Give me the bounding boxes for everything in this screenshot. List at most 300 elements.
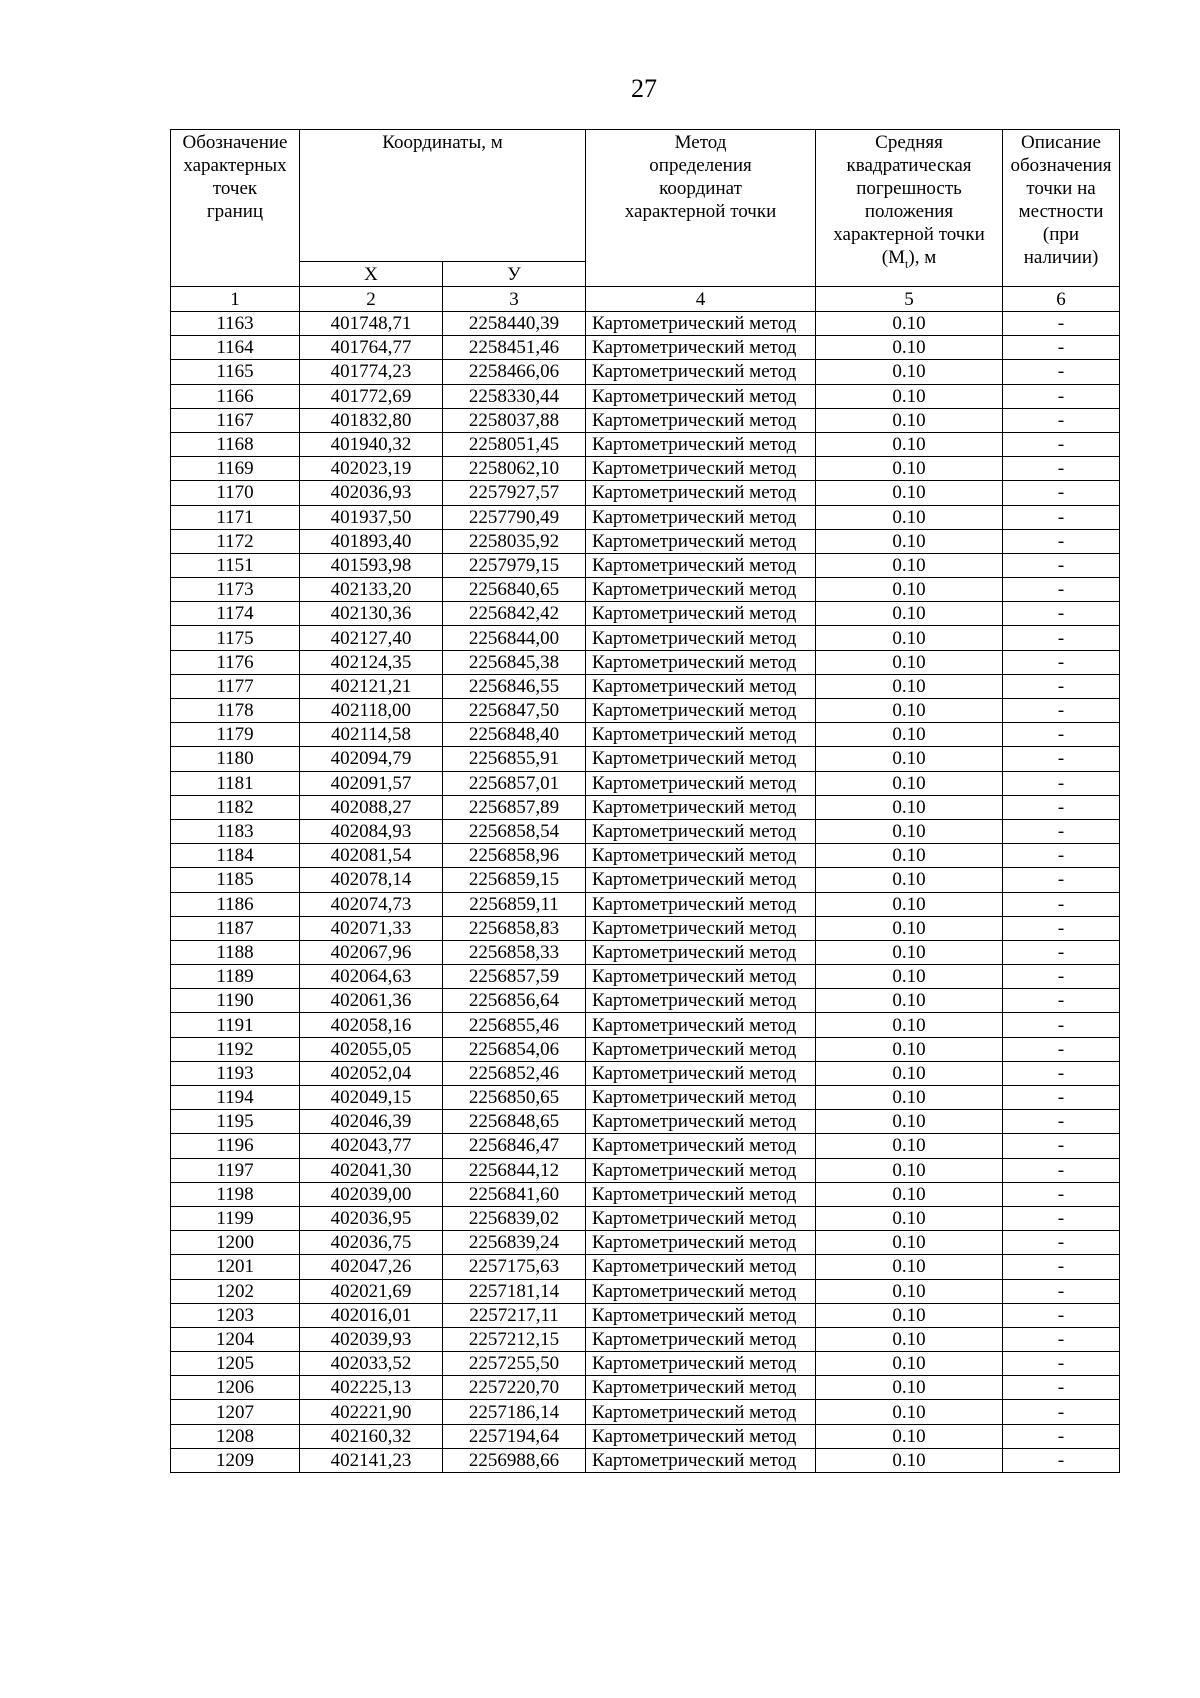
cell-error: 0.10 (816, 626, 1003, 650)
cell-x: 402049,15 (300, 1086, 443, 1110)
cell-error: 0.10 (816, 457, 1003, 481)
cell-point-id: 1168 (171, 432, 300, 456)
cell-method: Картометрический метод (586, 505, 816, 529)
cell-point-id: 1196 (171, 1134, 300, 1158)
cell-point-id: 1193 (171, 1061, 300, 1085)
table-row (171, 1206, 1120, 1230)
cell-error: 0.10 (816, 1400, 1003, 1424)
header-y: У (443, 262, 586, 287)
cell-description: - (1003, 1255, 1120, 1279)
cell-description: - (1003, 965, 1120, 989)
cell-y: 2256854,06 (443, 1037, 586, 1061)
table-row (171, 408, 1120, 432)
table-row (171, 336, 1120, 360)
cell-point-id: 1203 (171, 1303, 300, 1327)
header-point-designation: Обозначение характерных точек границ (171, 130, 300, 287)
cell-point-id: 1184 (171, 844, 300, 868)
cell-point-id: 1208 (171, 1424, 300, 1448)
table-row (171, 1158, 1120, 1182)
cell-y: 2256848,65 (443, 1110, 586, 1134)
column-number: 4 (586, 287, 816, 312)
cell-point-id: 1167 (171, 408, 300, 432)
cell-point-id: 1183 (171, 819, 300, 843)
cell-error: 0.10 (816, 795, 1003, 819)
cell-y: 2256988,66 (443, 1448, 586, 1472)
cell-x: 402124,35 (300, 650, 443, 674)
cell-description: - (1003, 529, 1120, 553)
column-number: 6 (1003, 287, 1120, 312)
cell-method: Картометрический метод (586, 1255, 816, 1279)
table-row (171, 674, 1120, 698)
cell-description: - (1003, 360, 1120, 384)
cell-error: 0.10 (816, 1303, 1003, 1327)
cell-method: Картометрический метод (586, 916, 816, 940)
cell-y: 2256839,24 (443, 1231, 586, 1255)
cell-x: 402055,05 (300, 1037, 443, 1061)
cell-point-id: 1202 (171, 1279, 300, 1303)
cell-description: - (1003, 1400, 1120, 1424)
cell-error: 0.10 (816, 1352, 1003, 1376)
cell-method: Картометрический метод (586, 771, 816, 795)
cell-y: 2257181,14 (443, 1279, 586, 1303)
table-row (171, 892, 1120, 916)
table-row (171, 1110, 1120, 1134)
cell-point-id: 1191 (171, 1013, 300, 1037)
cell-point-id: 1205 (171, 1352, 300, 1376)
cell-method: Картометрический метод (586, 868, 816, 892)
cell-description: - (1003, 747, 1120, 771)
cell-x: 401940,32 (300, 432, 443, 456)
cell-method: Картометрический метод (586, 481, 816, 505)
cell-description: - (1003, 1061, 1120, 1085)
cell-error: 0.10 (816, 312, 1003, 336)
cell-y: 2256855,91 (443, 747, 586, 771)
cell-y: 2256855,46 (443, 1013, 586, 1037)
column-number: 5 (816, 287, 1003, 312)
cell-method: Картометрический метод (586, 578, 816, 602)
cell-method: Картометрический метод (586, 650, 816, 674)
cell-description: - (1003, 916, 1120, 940)
cell-error: 0.10 (816, 989, 1003, 1013)
cell-description: - (1003, 674, 1120, 698)
cell-point-id: 1164 (171, 336, 300, 360)
cell-x: 401774,23 (300, 360, 443, 384)
cell-description: - (1003, 1231, 1120, 1255)
cell-method: Картометрический метод (586, 699, 816, 723)
cell-y: 2256845,38 (443, 650, 586, 674)
cell-x: 402021,69 (300, 1279, 443, 1303)
table-row (171, 602, 1120, 626)
cell-error: 0.10 (816, 1279, 1003, 1303)
table-row (171, 1376, 1120, 1400)
cell-y: 2256848,40 (443, 723, 586, 747)
table-row (171, 650, 1120, 674)
cell-description: - (1003, 626, 1120, 650)
cell-x: 402016,01 (300, 1303, 443, 1327)
cell-point-id: 1178 (171, 699, 300, 723)
cell-y: 2257220,70 (443, 1376, 586, 1400)
cell-method: Картометрический метод (586, 1352, 816, 1376)
cell-point-id: 1204 (171, 1327, 300, 1351)
cell-point-id: 1209 (171, 1448, 300, 1472)
cell-description: - (1003, 1110, 1120, 1134)
cell-error: 0.10 (816, 771, 1003, 795)
cell-error: 0.10 (816, 529, 1003, 553)
cell-y: 2256858,54 (443, 819, 586, 843)
table-row (171, 1134, 1120, 1158)
cell-y: 2256858,33 (443, 940, 586, 964)
cell-y: 2256847,50 (443, 699, 586, 723)
cell-description: - (1003, 650, 1120, 674)
table-row (171, 529, 1120, 553)
cell-method: Картометрический метод (586, 1376, 816, 1400)
cell-description: - (1003, 602, 1120, 626)
table-row (171, 1182, 1120, 1206)
cell-error: 0.10 (816, 553, 1003, 577)
table-row (171, 723, 1120, 747)
cell-method: Картометрический метод (586, 892, 816, 916)
cell-error: 0.10 (816, 1110, 1003, 1134)
cell-y: 2256840,65 (443, 578, 586, 602)
cell-method: Картометрический метод (586, 989, 816, 1013)
cell-x: 402121,21 (300, 674, 443, 698)
cell-x: 402039,93 (300, 1327, 443, 1351)
cell-point-id: 1172 (171, 529, 300, 553)
cell-point-id: 1180 (171, 747, 300, 771)
cell-point-id: 1175 (171, 626, 300, 650)
cell-y: 2256858,96 (443, 844, 586, 868)
cell-method: Картометрический метод (586, 940, 816, 964)
cell-method: Картометрический метод (586, 1448, 816, 1472)
cell-description: - (1003, 868, 1120, 892)
table-row (171, 795, 1120, 819)
cell-y: 2256846,55 (443, 674, 586, 698)
cell-method: Картометрический метод (586, 1182, 816, 1206)
cell-x: 402067,96 (300, 940, 443, 964)
cell-y: 2256846,47 (443, 1134, 586, 1158)
cell-y: 2256841,60 (443, 1182, 586, 1206)
cell-x: 401764,77 (300, 336, 443, 360)
cell-method: Картометрический метод (586, 1110, 816, 1134)
cell-error: 0.10 (816, 1182, 1003, 1206)
cell-method: Картометрический метод (586, 432, 816, 456)
table-row (171, 1424, 1120, 1448)
cell-point-id: 1188 (171, 940, 300, 964)
cell-x: 401937,50 (300, 505, 443, 529)
cell-description: - (1003, 1013, 1120, 1037)
cell-point-id: 1206 (171, 1376, 300, 1400)
cell-x: 401748,71 (300, 312, 443, 336)
table-row (171, 432, 1120, 456)
cell-description: - (1003, 940, 1120, 964)
cell-y: 2256857,59 (443, 965, 586, 989)
cell-x: 402160,32 (300, 1424, 443, 1448)
cell-point-id: 1195 (171, 1110, 300, 1134)
table-row (171, 1231, 1120, 1255)
cell-error: 0.10 (816, 916, 1003, 940)
table-row (171, 771, 1120, 795)
cell-y: 2257255,50 (443, 1352, 586, 1376)
cell-error: 0.10 (816, 1255, 1003, 1279)
cell-error: 0.10 (816, 844, 1003, 868)
cell-point-id: 1176 (171, 650, 300, 674)
cell-x: 402091,57 (300, 771, 443, 795)
cell-x: 402081,54 (300, 844, 443, 868)
table-row (171, 360, 1120, 384)
cell-method: Картометрический метод (586, 747, 816, 771)
table-row (171, 1400, 1120, 1424)
table-row (171, 940, 1120, 964)
cell-x: 402114,58 (300, 723, 443, 747)
cell-point-id: 1187 (171, 916, 300, 940)
cell-y: 2256856,64 (443, 989, 586, 1013)
cell-x: 402225,13 (300, 1376, 443, 1400)
cell-x: 401772,69 (300, 384, 443, 408)
cell-y: 2256859,15 (443, 868, 586, 892)
cell-description: - (1003, 505, 1120, 529)
cell-error: 0.10 (816, 602, 1003, 626)
cell-x: 402221,90 (300, 1400, 443, 1424)
cell-y: 2256850,65 (443, 1086, 586, 1110)
column-number: 1 (171, 287, 300, 312)
cell-error: 0.10 (816, 360, 1003, 384)
table-row (171, 1303, 1120, 1327)
cell-error: 0.10 (816, 505, 1003, 529)
cell-method: Картометрический метод (586, 1279, 816, 1303)
cell-description: - (1003, 312, 1120, 336)
cell-description: - (1003, 408, 1120, 432)
cell-method: Картометрический метод (586, 626, 816, 650)
cell-method: Картометрический метод (586, 1086, 816, 1110)
cell-y: 2256857,89 (443, 795, 586, 819)
table-row (171, 457, 1120, 481)
cell-description: - (1003, 1303, 1120, 1327)
table-row (171, 1086, 1120, 1110)
cell-method: Картометрический метод (586, 1424, 816, 1448)
cell-x: 401593,98 (300, 553, 443, 577)
table-row (171, 481, 1120, 505)
header-description: Описание обозначения точки на местности (при наличии) (1003, 130, 1120, 287)
cell-y: 2256839,02 (443, 1206, 586, 1230)
cell-y: 2256842,42 (443, 602, 586, 626)
cell-error: 0.10 (816, 940, 1003, 964)
column-number: 3 (443, 287, 586, 312)
table-row (171, 844, 1120, 868)
cell-method: Картометрический метод (586, 674, 816, 698)
cell-description: - (1003, 844, 1120, 868)
boundary-points-table (170, 129, 1120, 1473)
cell-point-id: 1170 (171, 481, 300, 505)
cell-description: - (1003, 1448, 1120, 1472)
cell-error: 0.10 (816, 1327, 1003, 1351)
header-coordinates: Координаты, м (300, 130, 586, 262)
table-row (171, 1352, 1120, 1376)
column-number: 2 (300, 287, 443, 312)
cell-y: 2256852,46 (443, 1061, 586, 1085)
cell-x: 402130,36 (300, 602, 443, 626)
cell-y: 2258062,10 (443, 457, 586, 481)
cell-description: - (1003, 1376, 1120, 1400)
cell-description: - (1003, 457, 1120, 481)
cell-method: Картометрический метод (586, 529, 816, 553)
cell-point-id: 1194 (171, 1086, 300, 1110)
cell-y: 2258051,45 (443, 432, 586, 456)
cell-error: 0.10 (816, 747, 1003, 771)
cell-point-id: 1169 (171, 457, 300, 481)
cell-error: 0.10 (816, 578, 1003, 602)
table-row (171, 1279, 1120, 1303)
page-number: 27 (631, 74, 657, 103)
table-row (171, 819, 1120, 843)
cell-error: 0.10 (816, 1448, 1003, 1472)
cell-x: 402061,36 (300, 989, 443, 1013)
table-row (171, 1061, 1120, 1085)
cell-description: - (1003, 1279, 1120, 1303)
cell-description: - (1003, 1037, 1120, 1061)
cell-error: 0.10 (816, 408, 1003, 432)
cell-y: 2258451,46 (443, 336, 586, 360)
table-row (171, 1327, 1120, 1351)
cell-y: 2258330,44 (443, 384, 586, 408)
cell-error: 0.10 (816, 1037, 1003, 1061)
cell-description: - (1003, 1424, 1120, 1448)
cell-x: 402043,77 (300, 1134, 443, 1158)
cell-point-id: 1171 (171, 505, 300, 529)
cell-method: Картометрический метод (586, 457, 816, 481)
cell-method: Картометрический метод (586, 1400, 816, 1424)
cell-point-id: 1181 (171, 771, 300, 795)
cell-point-id: 1192 (171, 1037, 300, 1061)
cell-x: 402046,39 (300, 1110, 443, 1134)
cell-point-id: 1182 (171, 795, 300, 819)
cell-x: 402094,79 (300, 747, 443, 771)
cell-method: Картометрический метод (586, 723, 816, 747)
cell-error: 0.10 (816, 1086, 1003, 1110)
table-row (171, 578, 1120, 602)
column-numbers-row (171, 287, 1120, 312)
cell-description: - (1003, 1182, 1120, 1206)
cell-method: Картометрический метод (586, 795, 816, 819)
cell-error: 0.10 (816, 965, 1003, 989)
cell-error: 0.10 (816, 384, 1003, 408)
table-row (171, 699, 1120, 723)
cell-y: 2257175,63 (443, 1255, 586, 1279)
cell-x: 402036,95 (300, 1206, 443, 1230)
cell-description: - (1003, 1134, 1120, 1158)
cell-method: Картометрический метод (586, 1134, 816, 1158)
cell-y: 2256858,83 (443, 916, 586, 940)
cell-y: 2258035,92 (443, 529, 586, 553)
cell-description: - (1003, 795, 1120, 819)
cell-description: - (1003, 553, 1120, 577)
table-row (171, 384, 1120, 408)
table-row (171, 747, 1120, 771)
cell-description: - (1003, 481, 1120, 505)
cell-error: 0.10 (816, 1376, 1003, 1400)
cell-method: Картометрический метод (586, 1231, 816, 1255)
cell-point-id: 1189 (171, 965, 300, 989)
cell-point-id: 1173 (171, 578, 300, 602)
cell-x: 401832,80 (300, 408, 443, 432)
cell-x: 402023,19 (300, 457, 443, 481)
cell-description: - (1003, 1352, 1120, 1376)
cell-method: Картометрический метод (586, 602, 816, 626)
cell-y: 2257194,64 (443, 1424, 586, 1448)
cell-x: 402133,20 (300, 578, 443, 602)
cell-error: 0.10 (816, 892, 1003, 916)
table-row (171, 505, 1120, 529)
cell-error: 0.10 (816, 336, 1003, 360)
cell-point-id: 1163 (171, 312, 300, 336)
cell-description: - (1003, 989, 1120, 1013)
cell-method: Картометрический метод (586, 844, 816, 868)
cell-point-id: 1197 (171, 1158, 300, 1182)
table-row (171, 1013, 1120, 1037)
cell-error: 0.10 (816, 1013, 1003, 1037)
cell-method: Картометрический метод (586, 336, 816, 360)
cell-method: Картометрический метод (586, 1013, 816, 1037)
table-row (171, 626, 1120, 650)
cell-x: 402058,16 (300, 1013, 443, 1037)
cell-description: - (1003, 771, 1120, 795)
cell-method: Картометрический метод (586, 819, 816, 843)
cell-y: 2256859,11 (443, 892, 586, 916)
cell-description: - (1003, 723, 1120, 747)
cell-error: 0.10 (816, 481, 1003, 505)
cell-description: - (1003, 819, 1120, 843)
cell-y: 2258466,06 (443, 360, 586, 384)
cell-error: 0.10 (816, 674, 1003, 698)
cell-description: - (1003, 892, 1120, 916)
cell-error: 0.10 (816, 1424, 1003, 1448)
cell-description: - (1003, 1206, 1120, 1230)
cell-x: 402033,52 (300, 1352, 443, 1376)
cell-x: 402141,23 (300, 1448, 443, 1472)
cell-method: Картометрический метод (586, 1303, 816, 1327)
cell-error: 0.10 (816, 1231, 1003, 1255)
cell-method: Картометрический метод (586, 1206, 816, 1230)
cell-description: - (1003, 1086, 1120, 1110)
cell-x: 402127,40 (300, 626, 443, 650)
cell-point-id: 1186 (171, 892, 300, 916)
cell-y: 2257212,15 (443, 1327, 586, 1351)
cell-error: 0.10 (816, 723, 1003, 747)
cell-method: Картометрический метод (586, 1061, 816, 1085)
cell-error: 0.10 (816, 432, 1003, 456)
table-row (171, 312, 1120, 336)
table-row (171, 989, 1120, 1013)
cell-y: 2256857,01 (443, 771, 586, 795)
header-method: Метод определения координат характерной точки (586, 130, 816, 287)
cell-method: Картометрический метод (586, 408, 816, 432)
table-row (171, 868, 1120, 892)
table-row (171, 553, 1120, 577)
cell-description: - (1003, 336, 1120, 360)
cell-error: 0.10 (816, 1061, 1003, 1085)
cell-y: 2256844,12 (443, 1158, 586, 1182)
cell-description: - (1003, 384, 1120, 408)
table-row (171, 916, 1120, 940)
cell-method: Картометрический метод (586, 1327, 816, 1351)
cell-point-id: 1190 (171, 989, 300, 1013)
cell-method: Картометрический метод (586, 553, 816, 577)
cell-error: 0.10 (816, 819, 1003, 843)
cell-point-id: 1200 (171, 1231, 300, 1255)
cell-description: - (1003, 432, 1120, 456)
cell-y: 2257927,57 (443, 481, 586, 505)
cell-error: 0.10 (816, 1134, 1003, 1158)
cell-error: 0.10 (816, 1158, 1003, 1182)
